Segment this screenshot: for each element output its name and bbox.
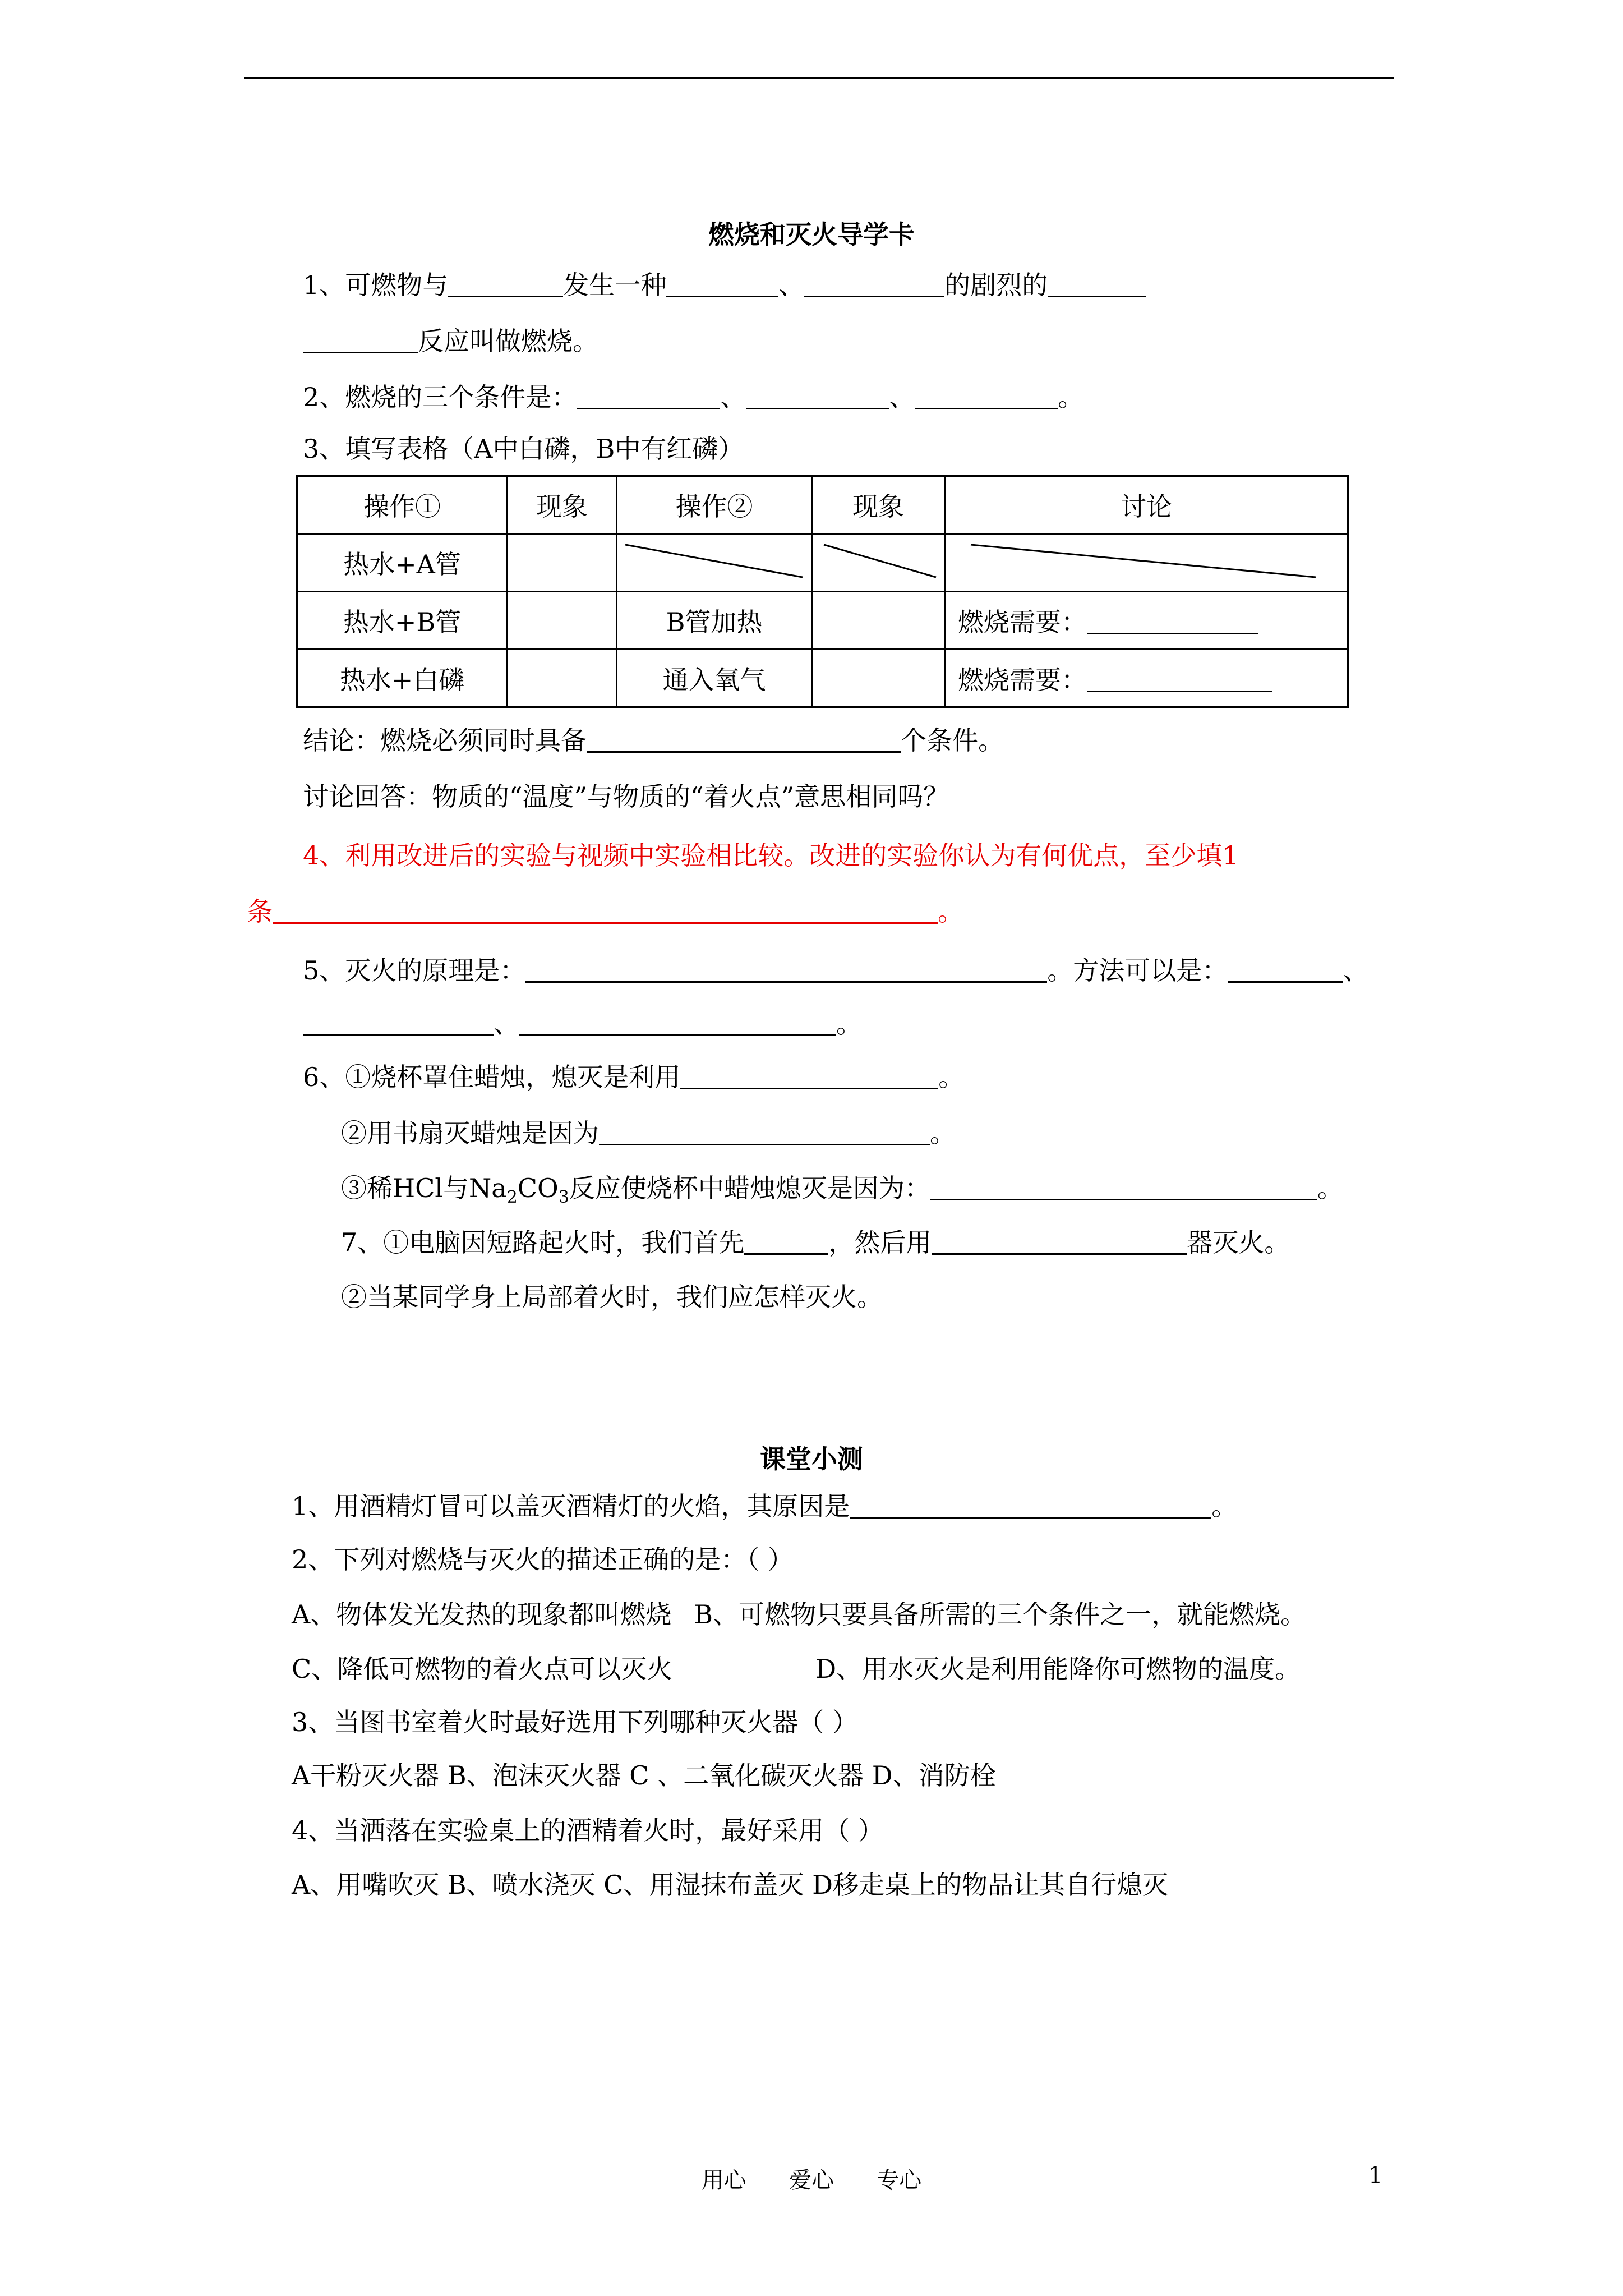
quiz-question-3-options: A干粉灭火器 B、泡沫灭火器 C 、二氧化碳灭火器 D、消防栓 xyxy=(292,1760,996,1791)
table-cell[interactable] xyxy=(812,592,945,650)
quiz-title: 课堂小测 xyxy=(760,1444,863,1474)
table-cell: 通入氧气 xyxy=(617,650,812,707)
question-2: 2、燃烧的三个条件是： 、 、 。 xyxy=(303,382,1084,412)
table-header: 操作① xyxy=(297,476,508,534)
table-cell-crossed xyxy=(617,534,812,592)
quiz-question-3: 3、当图书室着火时最好选用下列哪种灭火器（ ） xyxy=(292,1707,858,1737)
table-cell[interactable] xyxy=(508,650,617,707)
question-6-b: ②用书扇灭蜡烛是因为 。 xyxy=(341,1118,956,1148)
diagonal-line xyxy=(617,535,811,591)
quiz-question-4: 4、当洒落在实验桌上的酒精着火时，最好采用（ ） xyxy=(292,1815,884,1846)
table-cell: B管加热 xyxy=(617,592,812,650)
blank[interactable] xyxy=(1228,956,1343,983)
table-cell: 热水+白磷 xyxy=(297,650,508,707)
question-7-a: 7、①电脑因短路起火时，我们首先 ，然后用 器灭火。 xyxy=(341,1227,1290,1258)
table-cell[interactable] xyxy=(508,592,617,650)
quiz-question-4-options: A、用嘴吹灭 B、喷水浇灭 C、用湿抹布盖灭 D移走桌上的物品让其自行熄灭 xyxy=(292,1870,1168,1900)
blank[interactable] xyxy=(303,327,418,353)
table-header: 现象 xyxy=(508,476,617,534)
blank[interactable] xyxy=(932,1228,1187,1255)
table-row xyxy=(297,650,1348,707)
table-cell: 燃烧需要： xyxy=(945,592,1348,650)
table-cell: 热水+B管 xyxy=(297,592,508,650)
blank[interactable] xyxy=(850,1492,1211,1519)
diagonal-line xyxy=(813,535,944,591)
blank[interactable] xyxy=(744,1228,828,1255)
diagonal-line xyxy=(946,535,1347,591)
page-number: 1 xyxy=(1368,2162,1383,2188)
blank[interactable] xyxy=(599,1119,930,1145)
table-row xyxy=(297,592,1348,650)
discussion: 讨论回答：物质的“温度”与物质的“着火点”意思相同吗？ xyxy=(303,781,949,812)
question-4-line-2: 条 。 xyxy=(247,896,963,927)
table-header: 讨论 xyxy=(945,476,1348,534)
quiz-question-1: 1、用酒精灯冒可以盖灭酒精灯的火焰，其原因是 。 xyxy=(292,1491,1238,1521)
table-cell-crossed xyxy=(812,534,945,592)
blank[interactable] xyxy=(930,1174,1317,1200)
question-6-c: ③稀HCl与$Na_2CO_3$反应使烧杯中蜡烛熄灭是因为： 。 xyxy=(341,1173,1343,1208)
question-1-line-1: 1、可燃物与 发生一种 、 的剧烈的 xyxy=(303,268,1146,302)
blank[interactable] xyxy=(1087,608,1258,634)
table-row xyxy=(297,534,1348,592)
quiz-question-2: 2、下列对燃烧与灭火的描述正确的是：（ ） xyxy=(292,1544,794,1575)
page-footer: 用心 爱心 专心 xyxy=(701,2168,922,2193)
blank[interactable] xyxy=(448,271,563,297)
table-header: 现象 xyxy=(812,476,945,534)
table-cell: 热水+A管 xyxy=(297,534,508,592)
quiz-question-2-options-ab: A、物体发光发热的现象都叫燃烧 B、可燃物只要具备所需的三个条件之一，就能燃烧。 xyxy=(292,1599,1307,1630)
blank[interactable] xyxy=(525,956,1047,983)
question-7-b: ②当某同学身上局部着火时，我们应怎样灭火。 xyxy=(341,1282,883,1312)
blank[interactable] xyxy=(519,1010,836,1036)
blank[interactable] xyxy=(680,1063,938,1089)
blank[interactable] xyxy=(1048,271,1146,297)
page-title: 燃烧和灭火导学卡 xyxy=(708,219,915,250)
question-5-line-1: 5、灭火的原理是： 。方法可以是： 、 xyxy=(303,955,1369,986)
question-1-line-2: 反应叫做燃烧。 xyxy=(303,324,598,358)
blank[interactable] xyxy=(577,383,720,409)
table-cell-crossed xyxy=(945,534,1348,592)
blank[interactable] xyxy=(804,271,944,297)
question-6-a: 6、①烧杯罩住蜡烛，熄灭是利用 。 xyxy=(303,1062,965,1092)
blank[interactable] xyxy=(746,383,889,409)
table-header: 操作② xyxy=(617,476,812,534)
blank[interactable] xyxy=(587,726,901,753)
question-3: 3、填写表格（A中白磷，B中有红磷） xyxy=(303,434,744,464)
blank[interactable] xyxy=(303,1010,494,1036)
question-4-line-1: 4、利用改进后的实验与视频中实验相比较。改进的实验你认为有何优点，至少填1 xyxy=(303,840,1239,871)
question-5-line-2: 、 。 xyxy=(303,1007,862,1041)
experiment-table xyxy=(296,475,1349,708)
blank[interactable] xyxy=(666,271,778,297)
blank[interactable] xyxy=(1087,666,1272,692)
table-cell[interactable] xyxy=(812,650,945,707)
blank[interactable] xyxy=(273,898,938,924)
blank[interactable] xyxy=(915,383,1058,409)
table-cell[interactable] xyxy=(508,534,617,592)
quiz-question-2-options-cd: C、降低可燃物的着火点可以灭火 D、用水灭火是利用能降你可燃物的温度。 xyxy=(292,1654,1301,1684)
conclusion: 结论：燃烧必须同时具备 个条件。 xyxy=(303,725,1004,756)
header-rule xyxy=(244,77,1394,79)
table-cell: 燃烧需要： xyxy=(945,650,1348,707)
